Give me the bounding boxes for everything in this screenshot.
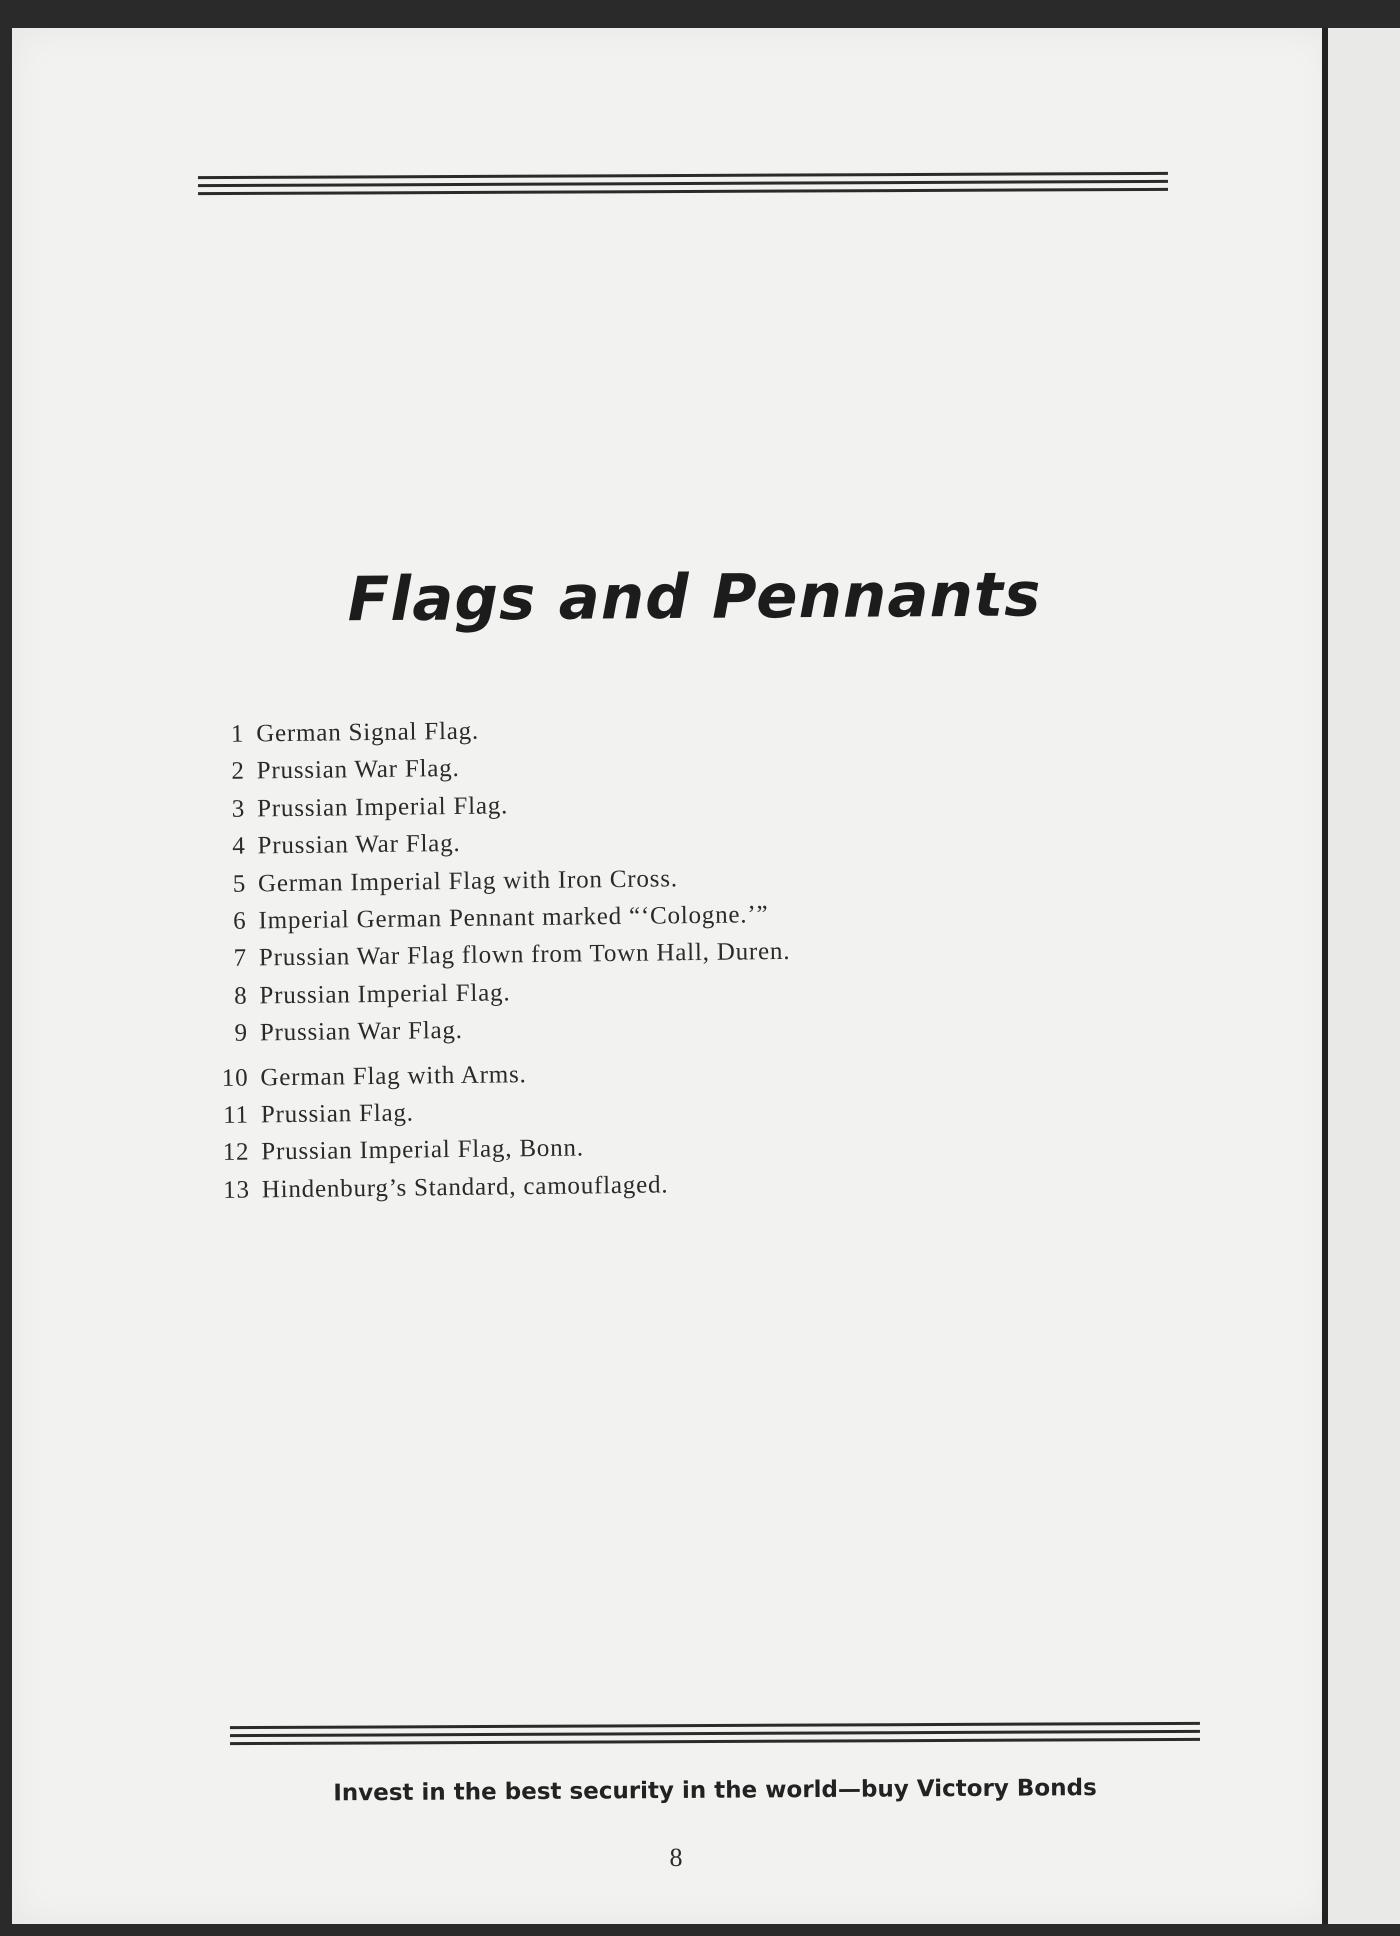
rule-line (230, 1722, 1200, 1729)
item-text: Prussian Imperial Flag. (259, 979, 511, 1010)
footer-slogan: Invest in the best security in the world—buy Victory Bonds (333, 1775, 1097, 1807)
item-text: Prussian War Flag. (259, 1017, 463, 1047)
document-page (12, 28, 1332, 1924)
item-number: 10 (221, 1064, 249, 1092)
rule-line (198, 188, 1168, 195)
item-number: 12 (222, 1138, 250, 1167)
item-number: 9 (234, 1019, 249, 1047)
item-text: Prussian War Flag. (256, 755, 460, 785)
page-title: Flags and Pennants (347, 559, 1042, 636)
item-number: 4 (232, 832, 246, 860)
item-text: Prussian War Flag flown from Town Hall, Duren. (258, 938, 791, 972)
item-text: Imperial German Pennant marked “‘Cologne.’” (258, 901, 769, 935)
item-text: German Flag with Arms. (260, 1060, 527, 1091)
item-number: 11 (223, 1101, 250, 1129)
item-number: 1 (230, 720, 245, 748)
item-number: 5 (232, 870, 247, 898)
rule-line (198, 172, 1168, 179)
top-decorative-rules (198, 172, 1168, 200)
item-number: 3 (231, 795, 246, 823)
item-number: 8 (233, 982, 248, 1010)
item-text: German Imperial Flag with Iron Cross. (257, 864, 678, 897)
item-text: Prussian War Flag. (257, 830, 461, 860)
item-number: 2 (231, 757, 245, 786)
rule-line (198, 180, 1168, 187)
adjacent-page-strip (1328, 28, 1400, 1924)
item-number: 6 (233, 907, 247, 935)
rule-line (230, 1730, 1200, 1737)
item-number: 7 (233, 944, 248, 973)
item-text: Prussian Imperial Flag, Bonn. (261, 1134, 584, 1166)
item-number: 13 (223, 1176, 250, 1204)
rule-line (230, 1738, 1200, 1745)
item-text: Hindenburg’s Standard, camouflaged. (261, 1171, 669, 1204)
item-text: Prussian Flag. (260, 1099, 414, 1129)
item-text: German Signal Flag. (256, 717, 480, 748)
item-text: Prussian Imperial Flag. (256, 792, 509, 823)
bottom-decorative-rules (230, 1722, 1200, 1750)
page-number: 8 (669, 1843, 683, 1872)
flag-list (208, 706, 994, 1209)
